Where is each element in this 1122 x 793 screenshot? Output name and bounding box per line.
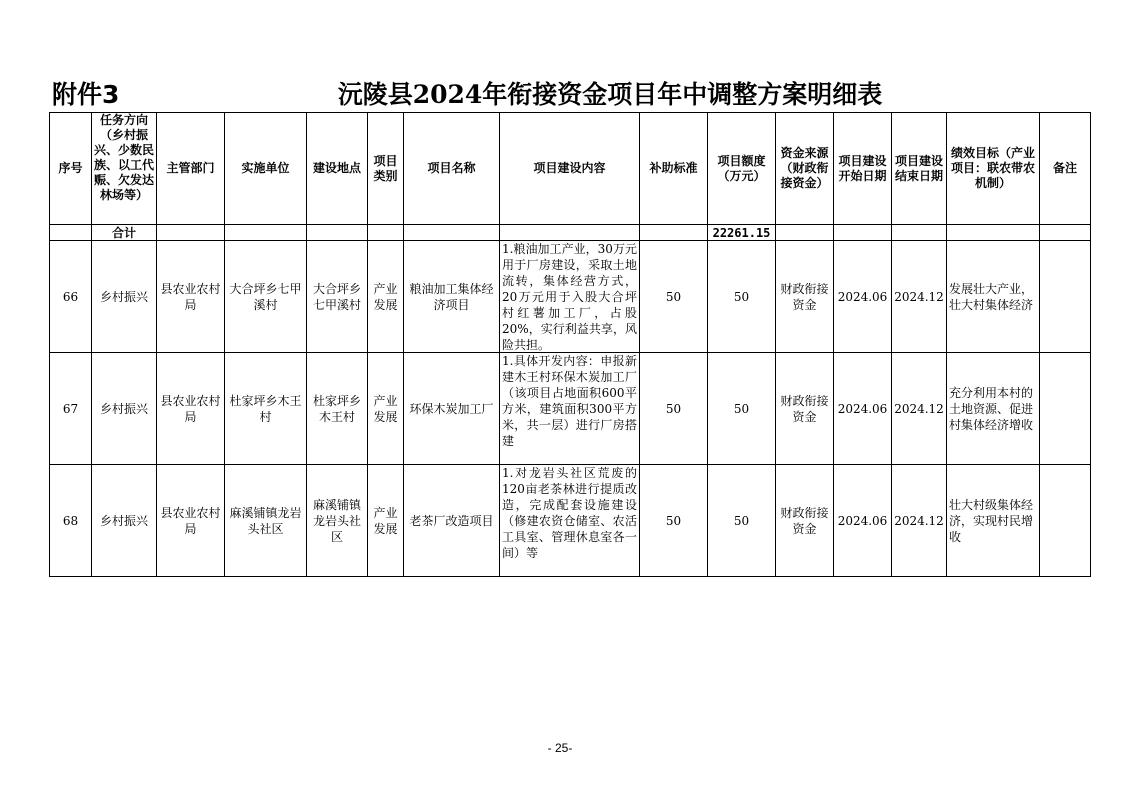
cell-amount: 50	[708, 353, 776, 465]
cell-note	[1040, 465, 1091, 577]
total-amount: 22261.15	[708, 225, 776, 241]
col-header-direction: 任务方向（乡村振兴、少数民族、以工代赈、欠发达林场等）	[92, 113, 157, 225]
cell-no: 66	[50, 241, 92, 353]
col-header-start: 项目建设开始日期	[834, 113, 892, 225]
col-header-amount: 项目额度（万元）	[708, 113, 776, 225]
cell-no: 68	[50, 465, 92, 577]
attachment-label: 附件3	[52, 80, 120, 109]
total-label: 合计	[92, 225, 157, 241]
cell-end: 2024.12	[892, 465, 947, 577]
col-header-end: 项目建设结束日期	[892, 113, 947, 225]
cell-direction: 乡村振兴	[92, 241, 157, 353]
col-header-unit: 实施单位	[225, 113, 307, 225]
project-table	[49, 112, 1091, 577]
cell-amount: 50	[708, 241, 776, 353]
page-title: 沅陵县2024年衔接资金项目年中调整方案明细表	[337, 80, 883, 109]
cell-dept: 县农业农村局	[157, 241, 225, 353]
cell-content	[500, 241, 640, 353]
cell-location: 麻溪铺镇龙岩头社区	[307, 465, 368, 577]
cell-content	[500, 353, 640, 465]
col-header-location: 建设地点	[307, 113, 368, 225]
page-number: - 25-	[547, 741, 573, 755]
cell-category: 产业发展	[368, 353, 404, 465]
cell-goal: 发展壮大产业，壮大村集体经济	[947, 241, 1040, 353]
col-header-no: 序号	[50, 113, 92, 225]
cell-unit: 麻溪铺镇龙岩头社区	[225, 465, 307, 577]
cell-dept: 县农业农村局	[157, 353, 225, 465]
table-row	[50, 241, 1091, 353]
cell-end: 2024.12	[892, 241, 947, 353]
col-header-goal: 绩效目标（产业项目：联农带农机制）	[947, 113, 1040, 225]
cell-standard: 50	[640, 353, 708, 465]
col-header-name: 项目名称	[404, 113, 500, 225]
cell-start: 2024.06	[834, 353, 892, 465]
cell-name: 老茶厂改造项目	[404, 465, 500, 577]
cell-category: 产业发展	[368, 465, 404, 577]
col-header-content: 项目建设内容	[500, 113, 640, 225]
cell-source: 财政衔接资金	[776, 465, 834, 577]
cell-goal: 壮大村级集体经济，实现村民增收	[947, 465, 1040, 577]
cell-name: 粮油加工集体经济项目	[404, 241, 500, 353]
cell-content	[500, 465, 640, 577]
cell-dept: 县农业农村局	[157, 465, 225, 577]
col-header-standard: 补助标准	[640, 113, 708, 225]
cell-end: 2024.12	[892, 353, 947, 465]
cell-location: 杜家坪乡木王村	[307, 353, 368, 465]
cell-source: 财政衔接资金	[776, 353, 834, 465]
cell-note	[1040, 241, 1091, 353]
table-row	[50, 465, 1091, 577]
cell-unit: 大合坪乡七甲溪村	[225, 241, 307, 353]
cell-goal: 充分利用本村的土地资源、促进村集体经济增收	[947, 353, 1040, 465]
table-header-row	[50, 113, 1091, 225]
total-cell-empty	[50, 225, 92, 241]
content-text: 1.具体开发内容：申报新建木王村环保木炭加工厂（该项目占地面积600平方米，建筑面积300平方米，共一层）进行厂房搭建	[502, 354, 637, 448]
cell-no: 67	[50, 353, 92, 465]
cell-name: 环保木炭加工厂	[404, 353, 500, 465]
cell-start: 2024.06	[834, 241, 892, 353]
cell-start: 2024.06	[834, 465, 892, 577]
cell-note	[1040, 353, 1091, 465]
cell-standard: 50	[640, 241, 708, 353]
total-row	[50, 225, 1091, 241]
col-header-category: 项目类别	[368, 113, 404, 225]
cell-location: 大合坪乡七甲溪村	[307, 241, 368, 353]
cell-direction: 乡村振兴	[92, 465, 157, 577]
col-header-note: 备注	[1040, 113, 1091, 225]
cell-category: 产业发展	[368, 241, 404, 353]
cell-direction: 乡村振兴	[92, 353, 157, 465]
col-header-dept: 主管部门	[157, 113, 225, 225]
content-text: 1.粮油加工产业，30万元用于厂房建设，采取土地流转，集体经营方式，20万元用于入股大合坪村红薯加工厂，占股20%，实行利益共享，风险共担。	[502, 242, 637, 352]
cell-source: 财政衔接资金	[776, 241, 834, 353]
col-header-source: 资金来源（财政衔接资金）	[776, 113, 834, 225]
table-row	[50, 353, 1091, 465]
cell-standard: 50	[640, 465, 708, 577]
cell-unit: 杜家坪乡木王村	[225, 353, 307, 465]
content-text: 1.对龙岩头社区荒废的120亩老茶林进行提质改造，完成配套设施建设（修建农资仓储室、农活工具室、管理休息室各一间）等	[502, 466, 637, 560]
cell-amount: 50	[708, 465, 776, 577]
